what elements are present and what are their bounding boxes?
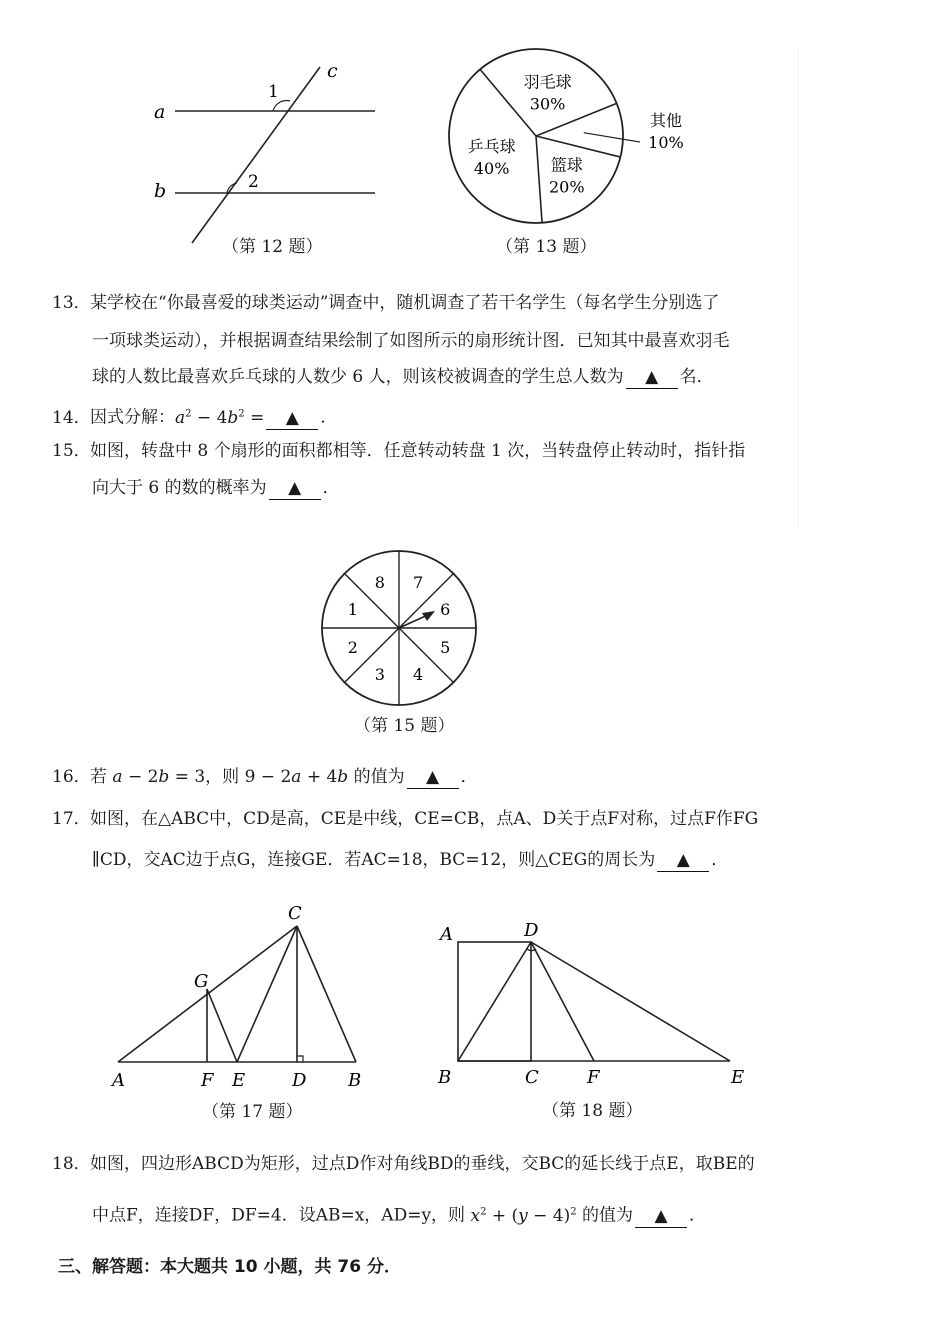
- point-A-label: A: [112, 1070, 125, 1091]
- spinner-sector-number: 5: [440, 638, 451, 658]
- answer-blank: ▲: [266, 407, 318, 430]
- spinner-sector-number: 8: [374, 572, 385, 592]
- page-fold-line: [798, 48, 799, 528]
- point-E-label: E: [232, 1070, 246, 1091]
- question-13-line2: 一项球类运动），并根据调查结果绘制了如图所示的扇形统计图．已知其中最喜欢羽毛: [92, 331, 730, 351]
- question-text: 的值为: [582, 1205, 634, 1226]
- arrow-icon: [422, 611, 435, 621]
- answer-blank: ▲: [635, 1205, 687, 1228]
- question-text: ．: [320, 407, 338, 428]
- angle-2-label: 2: [248, 172, 259, 192]
- point-B-label: B: [438, 1067, 452, 1088]
- point-C-label: C: [288, 903, 302, 924]
- question-text: ．: [689, 1205, 707, 1226]
- question-17: [52, 808, 758, 830]
- line-a-label: a: [154, 101, 166, 123]
- question-13-line3: [92, 366, 714, 389]
- pie-slice-value: 40%: [473, 158, 510, 178]
- answer-blank: ▲: [269, 477, 321, 500]
- question-text: 如图，四边形ABCD为矩形，过点D作对角线BD的垂线，交BC的延长线于点E，取BE的: [90, 1154, 755, 1174]
- question-14: [52, 403, 337, 430]
- question-number: 18．: [52, 1154, 91, 1174]
- question-text: 中点F，连接DF，DF=4．设AB=x，AD=y，则: [92, 1205, 466, 1226]
- point-D-label: D: [524, 920, 539, 941]
- figure-18: [432, 918, 752, 1093]
- spinner-sector-number: 3: [374, 665, 385, 685]
- answer-blank: ▲: [407, 766, 459, 789]
- figure-15-spinner: [318, 548, 482, 712]
- question-text: 的值为: [348, 767, 405, 787]
- spinner-sector-number: 2: [347, 638, 358, 658]
- question-text: 因式分解：: [90, 407, 175, 428]
- pie-slice-value: 10%: [648, 133, 684, 152]
- point-C-label: C: [525, 1067, 539, 1088]
- question-text: 某学校在“你最喜爱的球类运动”调查中，随机调查了若干名学生（每名学生分别选了: [90, 293, 720, 313]
- point-A-label: A: [440, 924, 453, 945]
- question-number: 13．: [52, 293, 91, 313]
- question-13: [52, 292, 719, 314]
- line-c-label: c: [327, 60, 338, 82]
- question-number: 14．: [52, 407, 91, 428]
- question-text: 名．: [679, 367, 714, 387]
- question-text: ．: [460, 767, 478, 787]
- figure-17-caption: （第 17 题）: [202, 1102, 303, 1122]
- question-text: 若: [90, 767, 113, 787]
- spinner-sector-number: 7: [413, 572, 424, 592]
- point-B-label: B: [348, 1070, 362, 1091]
- figure-12-caption: （第 12 题）: [222, 237, 323, 257]
- point-F-label: F: [201, 1070, 214, 1091]
- question-number: 16．: [52, 767, 91, 787]
- question-17-line2: [92, 849, 728, 872]
- question-16: [52, 766, 478, 789]
- pie-slice-label: 其他: [649, 111, 682, 130]
- line-b-label: b: [154, 180, 167, 202]
- question-text: 如图，在△ABC中，CD是高，CE是中线，CE=CB，点A、D关于点F对称，过点F作FG: [90, 809, 759, 829]
- question-text: 如图，转盘中 8 个扇形的面积都相等．任意转动转盘 1 次，当转盘停止转动时，指针指: [90, 441, 746, 461]
- point-F-label: F: [587, 1067, 600, 1088]
- pie-slice-value: 30%: [529, 94, 566, 114]
- question-18-line2: [92, 1201, 706, 1228]
- pie-leader-line: [584, 133, 640, 142]
- math-expression: $a^2 - 4b^2$ =: [175, 407, 265, 428]
- question-15-line2: [92, 477, 340, 500]
- figure-17: [108, 900, 378, 1095]
- answer-blank: ▲: [626, 366, 678, 389]
- point-G-label: G: [194, 971, 209, 992]
- pie-slice-label: 羽毛球: [523, 72, 572, 92]
- figure-13-pie-chart: [440, 40, 700, 240]
- question-text: 向大于 6 的数的概率为: [92, 478, 267, 498]
- point-E-label: E: [731, 1067, 745, 1088]
- pie-slice-boundary: [536, 136, 542, 223]
- angle-1-label: 1: [268, 82, 279, 102]
- question-number: 17．: [52, 809, 91, 829]
- question-text: ．: [711, 850, 729, 870]
- math-expression: a − 2b = 3，则 9 − 2a + 4b: [112, 767, 349, 787]
- spinner-sector-number: 4: [413, 665, 424, 685]
- section-3-heading: 三、解答题：本大题共 10 小题，共 76 分．: [58, 1257, 401, 1277]
- point-D-label: D: [292, 1070, 307, 1091]
- pie-slice-boundary: [536, 136, 620, 157]
- figure-15-caption: （第 15 题）: [354, 716, 455, 736]
- question-text: 球的人数比最喜欢乒乓球的人数少 6 人，则该校被调查的学生总人数为: [92, 367, 624, 387]
- question-number: 15．: [52, 441, 91, 461]
- figure-12: [140, 55, 400, 255]
- question-18: [52, 1153, 755, 1175]
- math-expression: $x^2 + (y - 4)^2$: [470, 1205, 577, 1226]
- figure-13-caption: （第 13 题）: [496, 237, 597, 257]
- figure-18-caption: （第 18 题）: [542, 1101, 643, 1121]
- question-text: ∥CD，交AC边于点G，连接GE．若AC=18，BC=12，则△CEG的周长为: [92, 850, 656, 870]
- question-15: [52, 440, 745, 462]
- answer-blank: ▲: [657, 849, 709, 872]
- question-text: ．: [322, 478, 340, 498]
- spinner-sector-number: 1: [347, 599, 358, 619]
- spinner-sector-number: 6: [440, 599, 451, 619]
- pie-slice-value: 20%: [548, 177, 585, 197]
- pie-slice-label: 乒乓球: [467, 136, 516, 156]
- pie-slice-label: 篮球: [550, 155, 583, 175]
